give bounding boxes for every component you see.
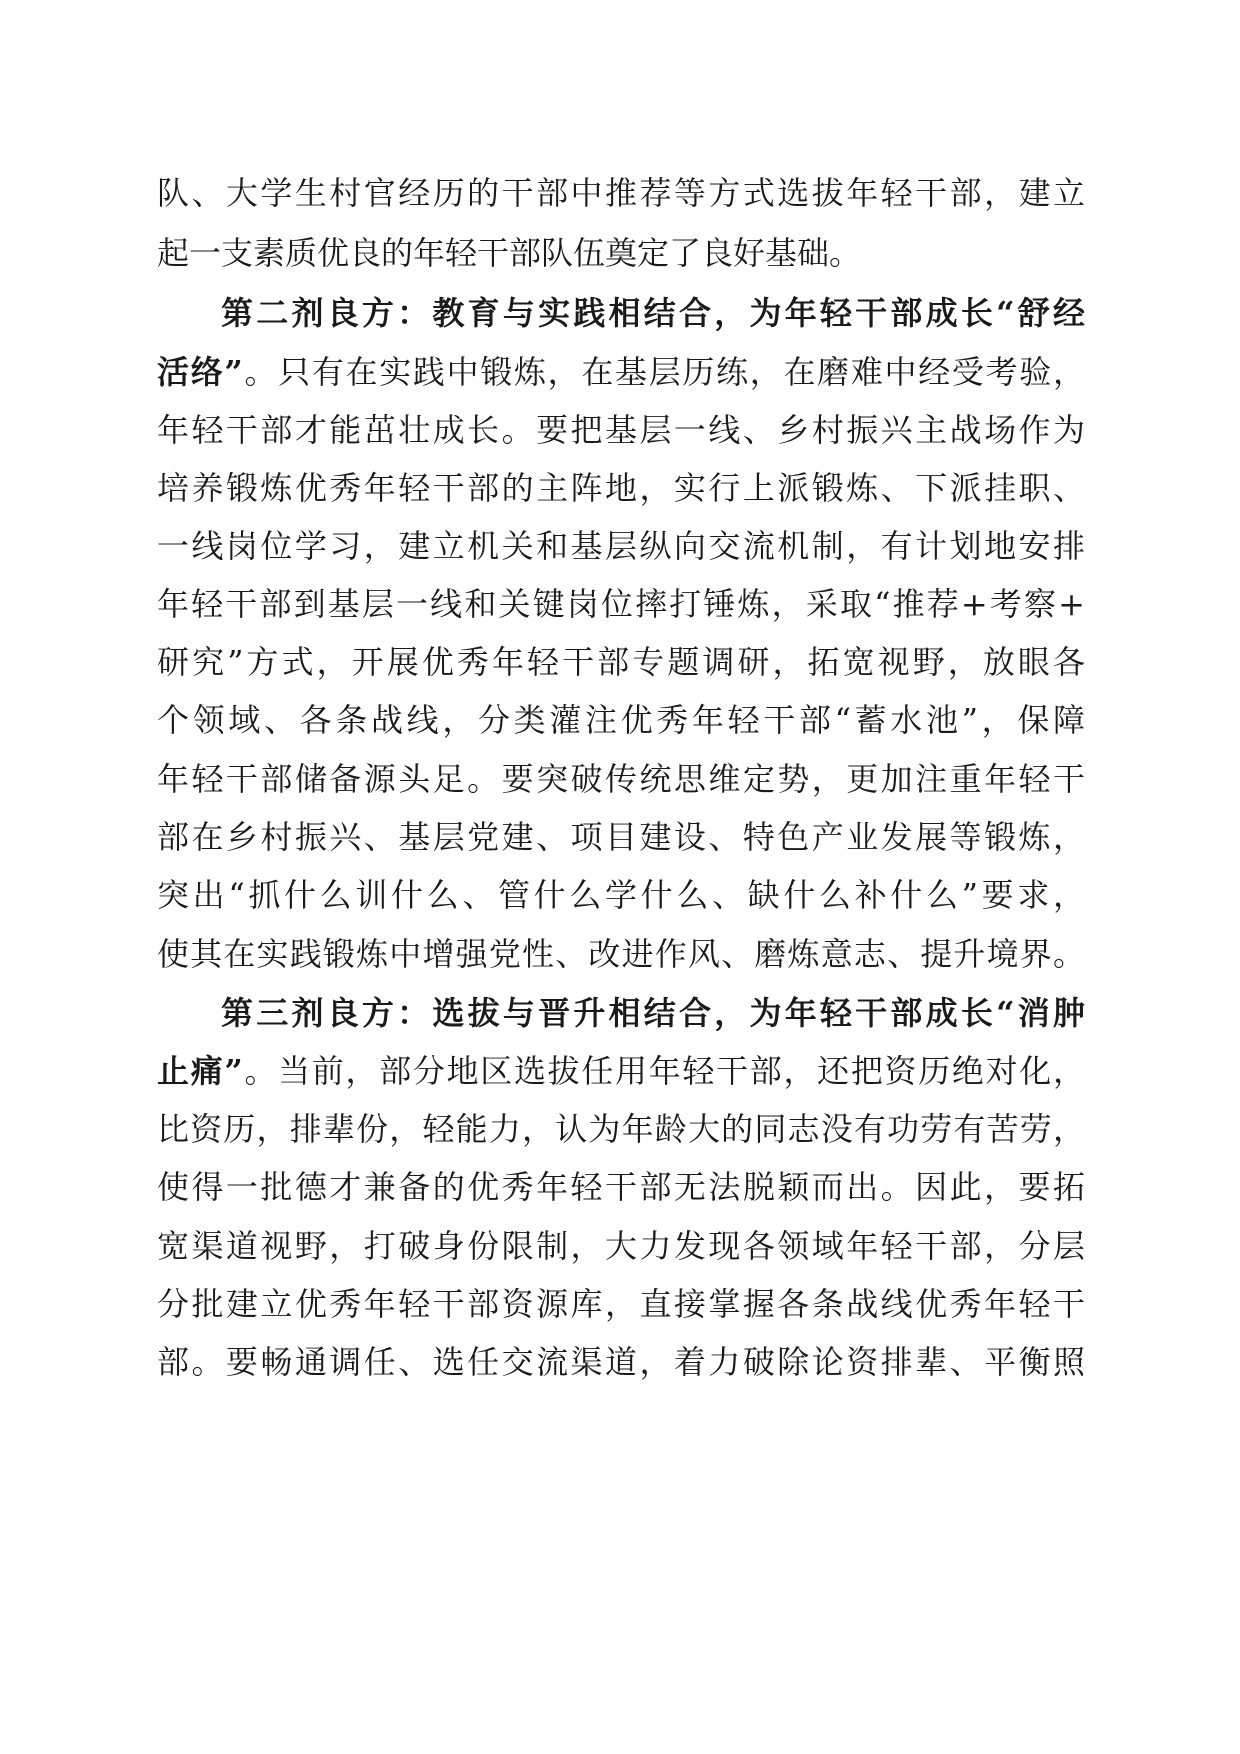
paragraph-line: 起一支素质优良的年轻干部队伍奠定了良好基础。	[157, 234, 862, 272]
paragraph-line	[157, 342, 1085, 402]
paragraph-line: 使得一批德才兼备的优秀年轻干部无法脱颖而出。因此，要拓	[157, 1168, 1085, 1206]
paragraph-line: 年轻干部储备源头足。要突破传统思维定势，更加注重年轻干	[157, 760, 1085, 798]
paragraph-line	[157, 1041, 1085, 1101]
paragraph-line: 部。要畅通调任、选任交流渠道，着力破除论资排辈、平衡照	[157, 1343, 1085, 1381]
paragraph-line: 年轻干部到基层一线和关键岗位摔打锤炼，采取“推荐+考察+	[157, 585, 1085, 623]
paragraph-line: 年轻干部才能茁壮成长。要把基层一线、乡村振兴主战场作为	[157, 411, 1085, 449]
section-heading-end: 活络”	[157, 353, 243, 391]
paragraph-line: 分批建立优秀年轻干部资源库，直接掌握各条战线优秀年轻干	[157, 1285, 1085, 1323]
paragraph-line: 队、大学生村官经历的干部中推荐等方式选拔年轻干部，建立	[157, 174, 1085, 212]
section-heading: 第二剂良方：教育与实践相结合，为年轻干部成长“舒经	[221, 294, 1085, 332]
paragraph-line: 宽渠道视野，打破身份限制，大力发现各领域年轻干部，分层	[157, 1227, 1085, 1265]
paragraph-line: 使其在实践锻炼中增强党性、改进作风、磨炼意志、提升境界。	[157, 935, 1085, 973]
paragraph-line: 研究”方式，开展优秀年轻干部专题调研，拓宽视野，放眼各	[157, 643, 1085, 681]
paragraph-line: 比资历，排辈份，轻能力，认为年龄大的同志没有功劳有苦劳，	[157, 1110, 1085, 1148]
paragraph-text: 。当前，部分地区选拔任用年轻干部，还把资历绝对化，	[242, 1052, 1085, 1090]
paragraph-text: 。只有在实践中锻炼，在基层历练，在磨难中经受考验，	[242, 353, 1085, 391]
paragraph-line: 培养锻炼优秀年轻干部的主阵地，实行上派锻炼、下派挂职、	[157, 469, 1085, 507]
paragraph-line: 一线岗位学习，建立机关和基层纵向交流机制，有计划地安排	[157, 527, 1085, 565]
section-heading: 第三剂良方：选拔与晋升相结合，为年轻干部成长“消肿	[221, 994, 1085, 1032]
section-heading-end: 止痛”	[157, 1052, 243, 1090]
paragraph-line: 部在乡村振兴、基层党建、项目建设、特色产业发展等锻炼，	[157, 818, 1085, 856]
paragraph-line: 个领域、各条战线，分类灌注优秀年轻干部“蓄水池”，保障	[157, 701, 1085, 739]
paragraph-line: 突出“抓什么训什么、管什么学什么、缺什么补什么”要求，	[157, 876, 1085, 914]
